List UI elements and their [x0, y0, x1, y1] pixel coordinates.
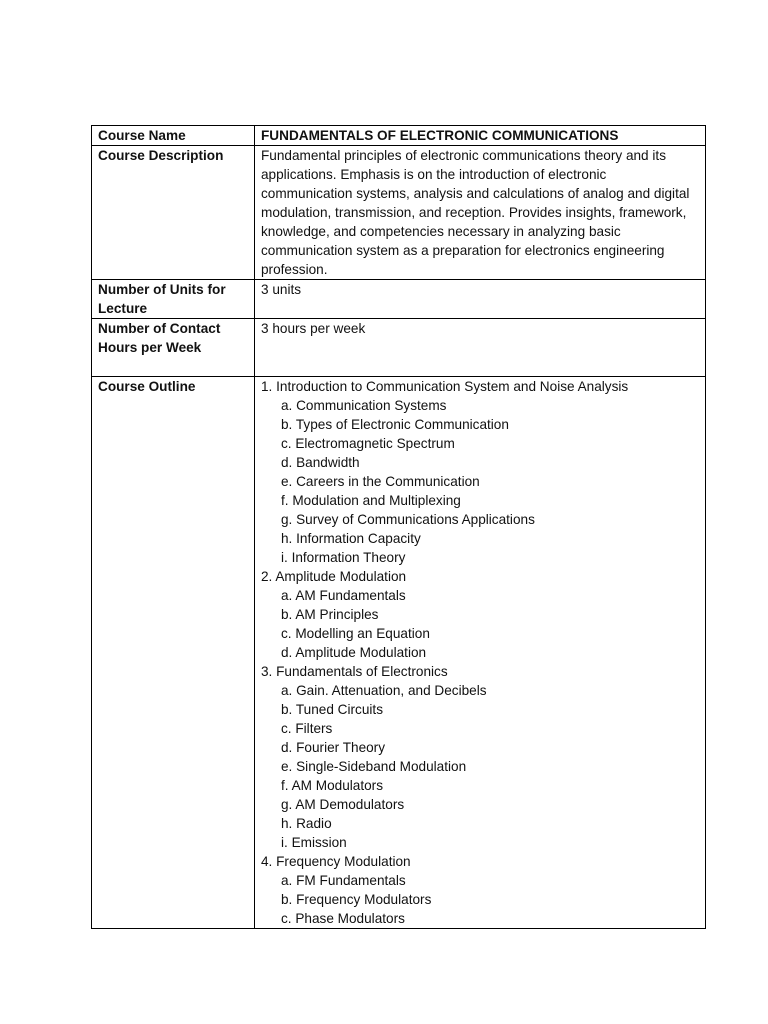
outline-subtopic: c. Modelling an Equation [281, 626, 430, 641]
outline-subtopic: d. Amplitude Modulation [281, 645, 427, 660]
document-page [91, 125, 690, 929]
outline-subtopic: b. Tuned Circuits [281, 702, 383, 717]
outline-subtopic: d. Bandwidth [281, 455, 360, 470]
course-name-value: FUNDAMENTALS OF ELECTRONIC COMMUNICATIONS [255, 126, 706, 146]
outline-subtopic: c. Phase Modulators [281, 911, 405, 926]
outline-subtopic: i. Emission [281, 835, 347, 850]
outline-topic-title: 2. Amplitude Modulation [261, 569, 407, 584]
outline-subtopic: c. Electromagnetic Spectrum [281, 436, 455, 451]
outline-subtopic: e. Careers in the Communication [281, 474, 480, 489]
outline-topic-title: 4. Frequency Modulation [261, 854, 411, 869]
outline-topic-title: 1. Introduction to Communication System and Noise Analysis [261, 379, 629, 394]
outline-subtopic: f. AM Modulators [281, 778, 383, 793]
course-description-value: Fundamental principles of electronic communications theory and its applications. Emphasis is on the introduction of electronic communication systems, analysis and calculations of analog and digital modulation, transmission, and reception. Provides insights, framework, knowledge, and competencies necessary in analyzing basic communication system as a preparation for electronics engineering profession. [255, 146, 706, 280]
outline-subtopic: a. Gain. Attenuation, and Decibels [281, 683, 487, 698]
course-description-label: Course Description [92, 146, 255, 280]
course-outline-row [92, 377, 706, 929]
outline-topic-1 [261, 377, 699, 567]
outline-subtopic: a. AM Fundamentals [281, 588, 406, 603]
outline-subtopic: b. AM Principles [281, 607, 379, 622]
outline-topic-4 [261, 852, 699, 928]
course-description-row [92, 146, 706, 280]
outline-subtopic: c. Filters [281, 721, 333, 736]
outline-subtopic: a. Communication Systems [281, 398, 447, 413]
course-outline-value [255, 377, 706, 929]
outline-subtopic: g. Survey of Communications Applications [281, 512, 535, 527]
course-name-row [92, 126, 706, 146]
outline-subtopic: b. Frequency Modulators [281, 892, 432, 907]
units-value: 3 units [255, 280, 706, 319]
outline-subtopic: f. Modulation and Multiplexing [281, 493, 461, 508]
outline-subtopic: d. Fourier Theory [281, 740, 386, 755]
outline-subtopic: b. Types of Electronic Communication [281, 417, 509, 432]
course-outline-label: Course Outline [92, 377, 255, 929]
outline-topic-2 [261, 567, 699, 662]
units-row [92, 280, 706, 319]
outline-subtopic: i. Information Theory [281, 550, 406, 565]
outline-topic-title: 3. Fundamentals of Electronics [261, 664, 448, 679]
contact-hours-row [92, 319, 706, 377]
outline-subtopic: e. Single-Sideband Modulation [281, 759, 467, 774]
outline-topic-3 [261, 662, 699, 852]
outline-subtopic: h. Radio [281, 816, 332, 831]
outline-subtopic: g. AM Demodulators [281, 797, 405, 812]
outline-subtopic: h. Information Capacity [281, 531, 421, 546]
units-label: Number of Units for Lecture [92, 280, 255, 319]
contact-hours-value: 3 hours per week [255, 319, 706, 377]
outline-subtopic: a. FM Fundamentals [281, 873, 406, 888]
course-syllabus-table [91, 125, 706, 929]
contact-hours-label: Number of Contact Hours per Week [92, 319, 255, 377]
course-name-label: Course Name [92, 126, 255, 146]
